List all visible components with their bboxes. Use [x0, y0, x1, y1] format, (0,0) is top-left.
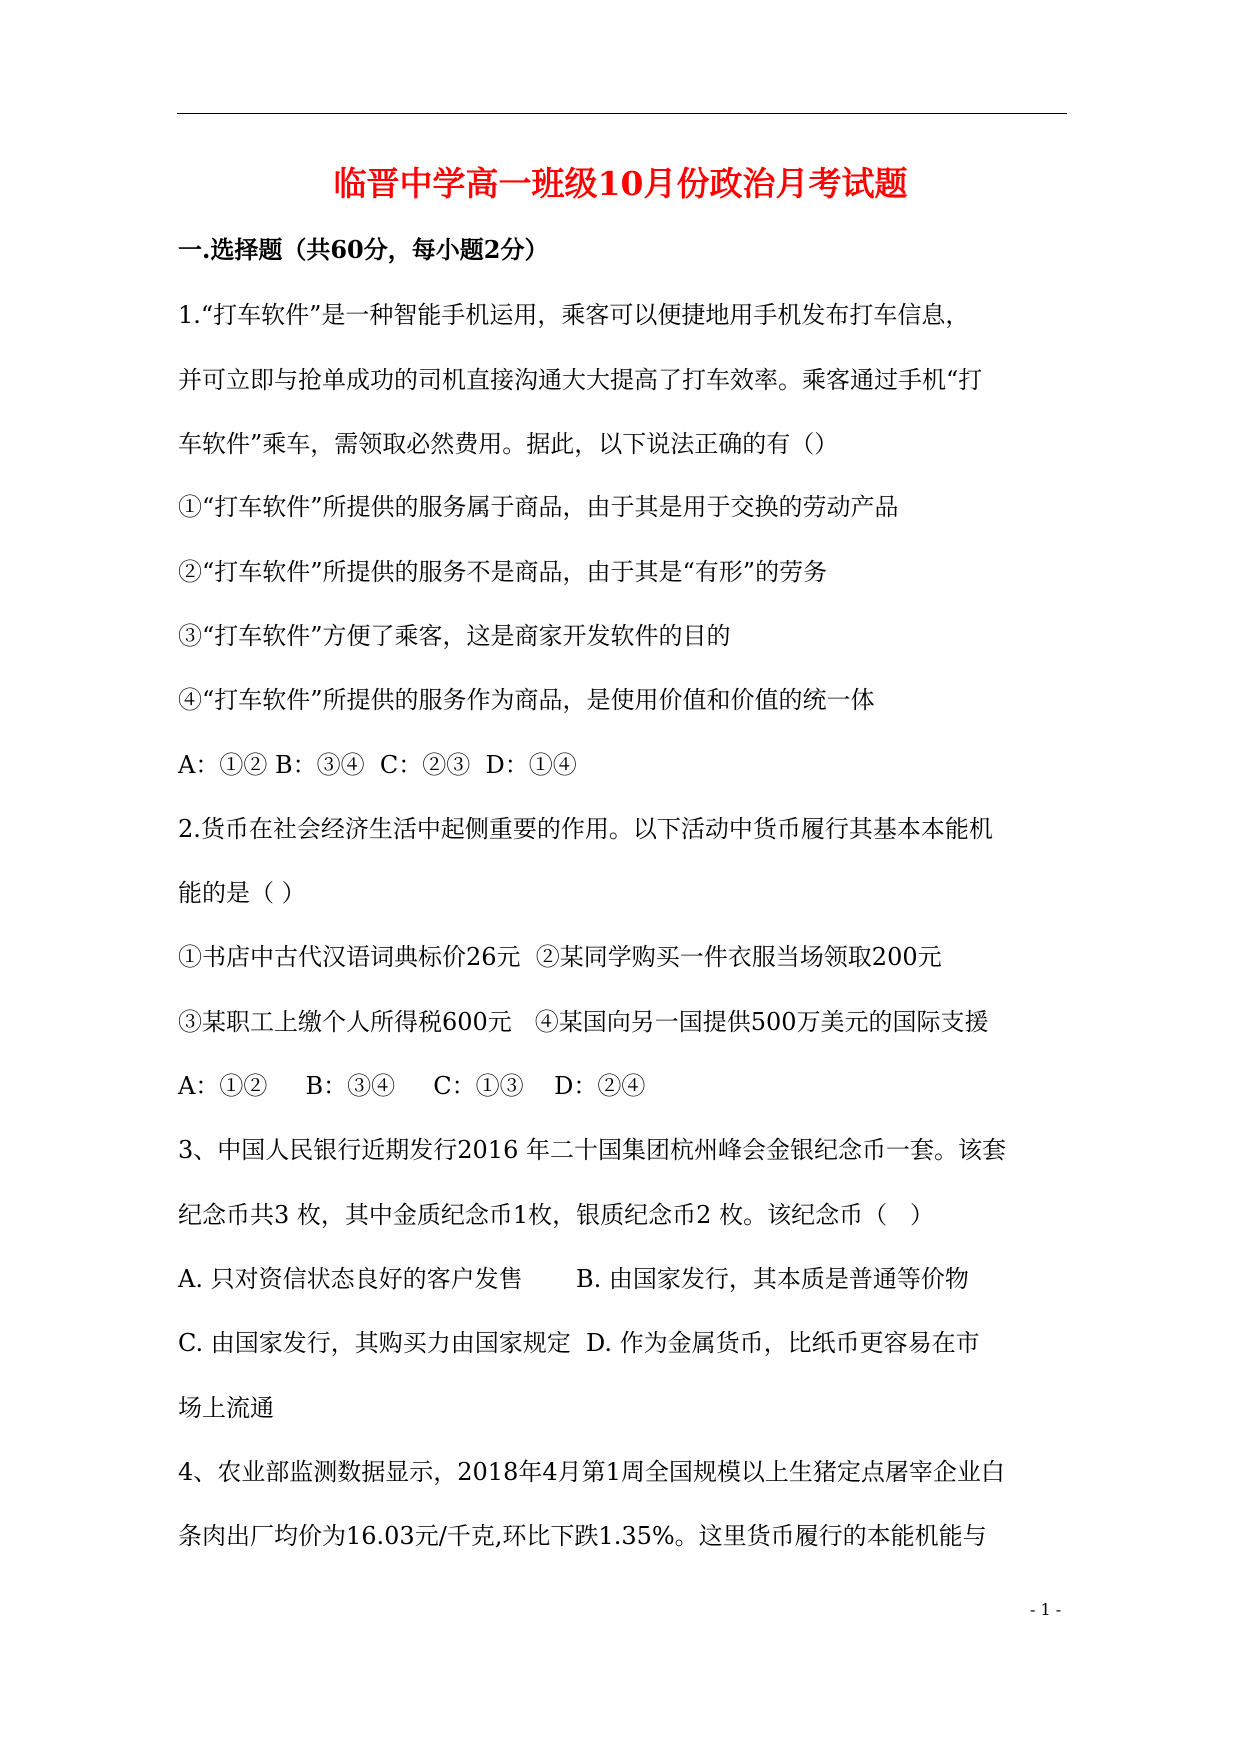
section-heading: 一.选择题（共60分，每小题2分）: [178, 235, 549, 264]
header-rule: [177, 113, 1067, 114]
option-line: ③“打车软件”方便了乘客，这是商家开发软件的目的: [178, 622, 731, 650]
option-line: ①“打车软件”所提供的服务属于商品，由于其是用于交换的劳动产品: [178, 493, 899, 521]
option-line: ④“打车软件”所提供的服务作为商品，是使用价值和价值的统一体: [178, 686, 875, 714]
exam-title: 临晋中学高一班级10月份政治月考试题: [333, 164, 908, 203]
answer-choices: A：①② B：③④ C：②③ D：①④: [178, 751, 577, 779]
page-number: - 1 -: [1030, 1600, 1062, 1619]
option-line: 场上流通: [178, 1394, 274, 1422]
text-line: 并可立即与抢单成功的司机直接沟通大大提高了打车效率。乘客通过手机“打: [178, 366, 983, 394]
text-line: 3、中国人民银行近期发行2016 年二十国集团杭州峰会金银纪念币一套。该套: [178, 1136, 1006, 1164]
text-line: 条肉出厂均价为16.03元/千克,环比下跌1.35%。这里货币履行的本能机能与: [178, 1522, 987, 1550]
text-line: 2.货币在社会经济生活中起侧重要的作用。以下活动中货币履行其基本本能机: [178, 815, 993, 843]
answer-choices: A：①② B：③④ C：①③ D：②④: [178, 1072, 646, 1100]
text-line: 车软件”乘车，需领取必然费用。据此，以下说法正确的有（）: [178, 430, 839, 458]
text-line: 能的是（ ）: [178, 879, 306, 907]
option-line: ①书店中古代汉语词典标价26元 ②某同学购买一件衣服当场领取200元: [178, 943, 942, 971]
option-line: C. 由国家发行，其购买力由国家规定 D. 作为金属货币，比纸币更容易在市: [178, 1329, 980, 1357]
option-line: ③某职工上缴个人所得税600元 ④某国向另一国提供500万美元的国际支援: [178, 1008, 989, 1036]
option-line: A. 只对资信状态良好的客户发售 B. 由国家发行，其本质是普通等价物: [178, 1265, 969, 1293]
option-line: ②“打车软件”所提供的服务不是商品，由于其是“有形”的劳务: [178, 558, 828, 586]
text-line: 纪念币共3 枚，其中金质纪念币1枚，银质纪念币2 枚。该纪念币（ ）: [178, 1201, 934, 1229]
text-line: 1.“打车软件”是一种智能手机运用，乘客可以便捷地用手机发布打车信息，: [178, 301, 970, 329]
text-line: 4、农业部监测数据显示，2018年4月第1周全国规模以上生猪定点屠宰企业白: [178, 1458, 1005, 1486]
